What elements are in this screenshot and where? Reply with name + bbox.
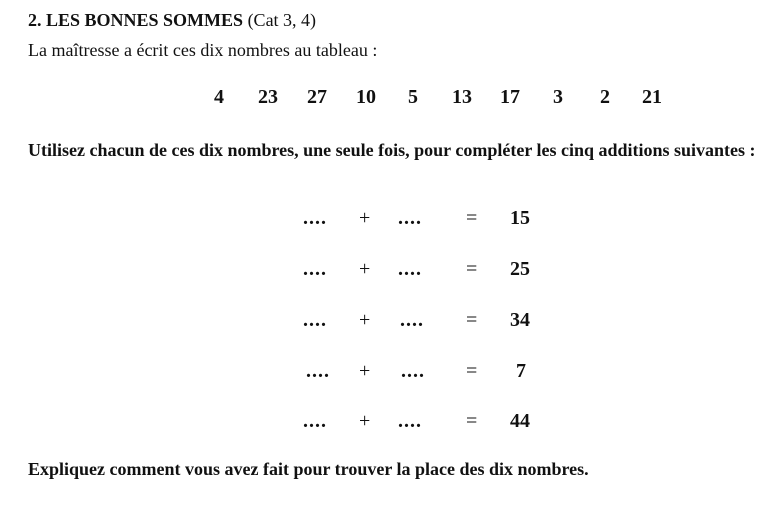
equation-row [0, 258, 783, 288]
equation-row [0, 207, 783, 237]
equals-sign: = [466, 258, 478, 280]
equation-row [0, 309, 783, 339]
number-item: 27 [307, 86, 327, 108]
blank-left: .... [303, 410, 327, 432]
blank-right: .... [398, 410, 422, 432]
plus-sign: + [359, 258, 371, 280]
blank-right: .... [400, 309, 424, 331]
blank-left: .... [303, 258, 327, 280]
plus-sign: + [359, 410, 371, 432]
equation-row [0, 410, 783, 440]
blank-left: .... [306, 360, 330, 382]
equals-sign: = [466, 410, 478, 432]
problem-title [28, 10, 316, 31]
blank-left: .... [303, 309, 327, 331]
blank-right: .... [398, 207, 422, 229]
equation-row [0, 360, 783, 390]
blank-right: .... [401, 360, 425, 382]
equals-sign: = [466, 360, 478, 382]
number-item: 5 [408, 86, 418, 108]
number-item: 23 [258, 86, 278, 108]
number-item: 10 [356, 86, 376, 108]
plus-sign: + [359, 207, 371, 229]
sum-result: 44 [510, 410, 530, 432]
blank-left: .... [303, 207, 327, 229]
sum-result: 15 [510, 207, 530, 229]
blank-right: .... [398, 258, 422, 280]
equals-sign: = [466, 207, 478, 229]
number-item: 2 [600, 86, 610, 108]
sum-result: 25 [510, 258, 530, 280]
number-item: 3 [553, 86, 563, 108]
problem-category: (Cat 3, 4) [243, 10, 317, 30]
sum-result: 7 [516, 360, 526, 382]
intro-text: La maîtresse a écrit ces dix nombres au tableau : [28, 40, 378, 60]
plus-sign: + [359, 360, 371, 382]
number-list [0, 86, 783, 116]
explanation-prompt: Expliquez comment vous avez fait pour trouver la place des dix nombres. [28, 459, 589, 479]
plus-sign: + [359, 309, 371, 331]
number-item: 4 [214, 86, 224, 108]
equals-sign: = [466, 309, 478, 331]
sum-result: 34 [510, 309, 530, 331]
number-item: 13 [452, 86, 472, 108]
number-item: 21 [642, 86, 662, 108]
number-item: 17 [500, 86, 520, 108]
problem-title-main: 2. LES BONNES SOMMES [28, 10, 244, 30]
instruction-text: Utilisez chacun de ces dix nombres, une seule fois, pour compléter les cinq additions suivantes : [28, 140, 756, 160]
